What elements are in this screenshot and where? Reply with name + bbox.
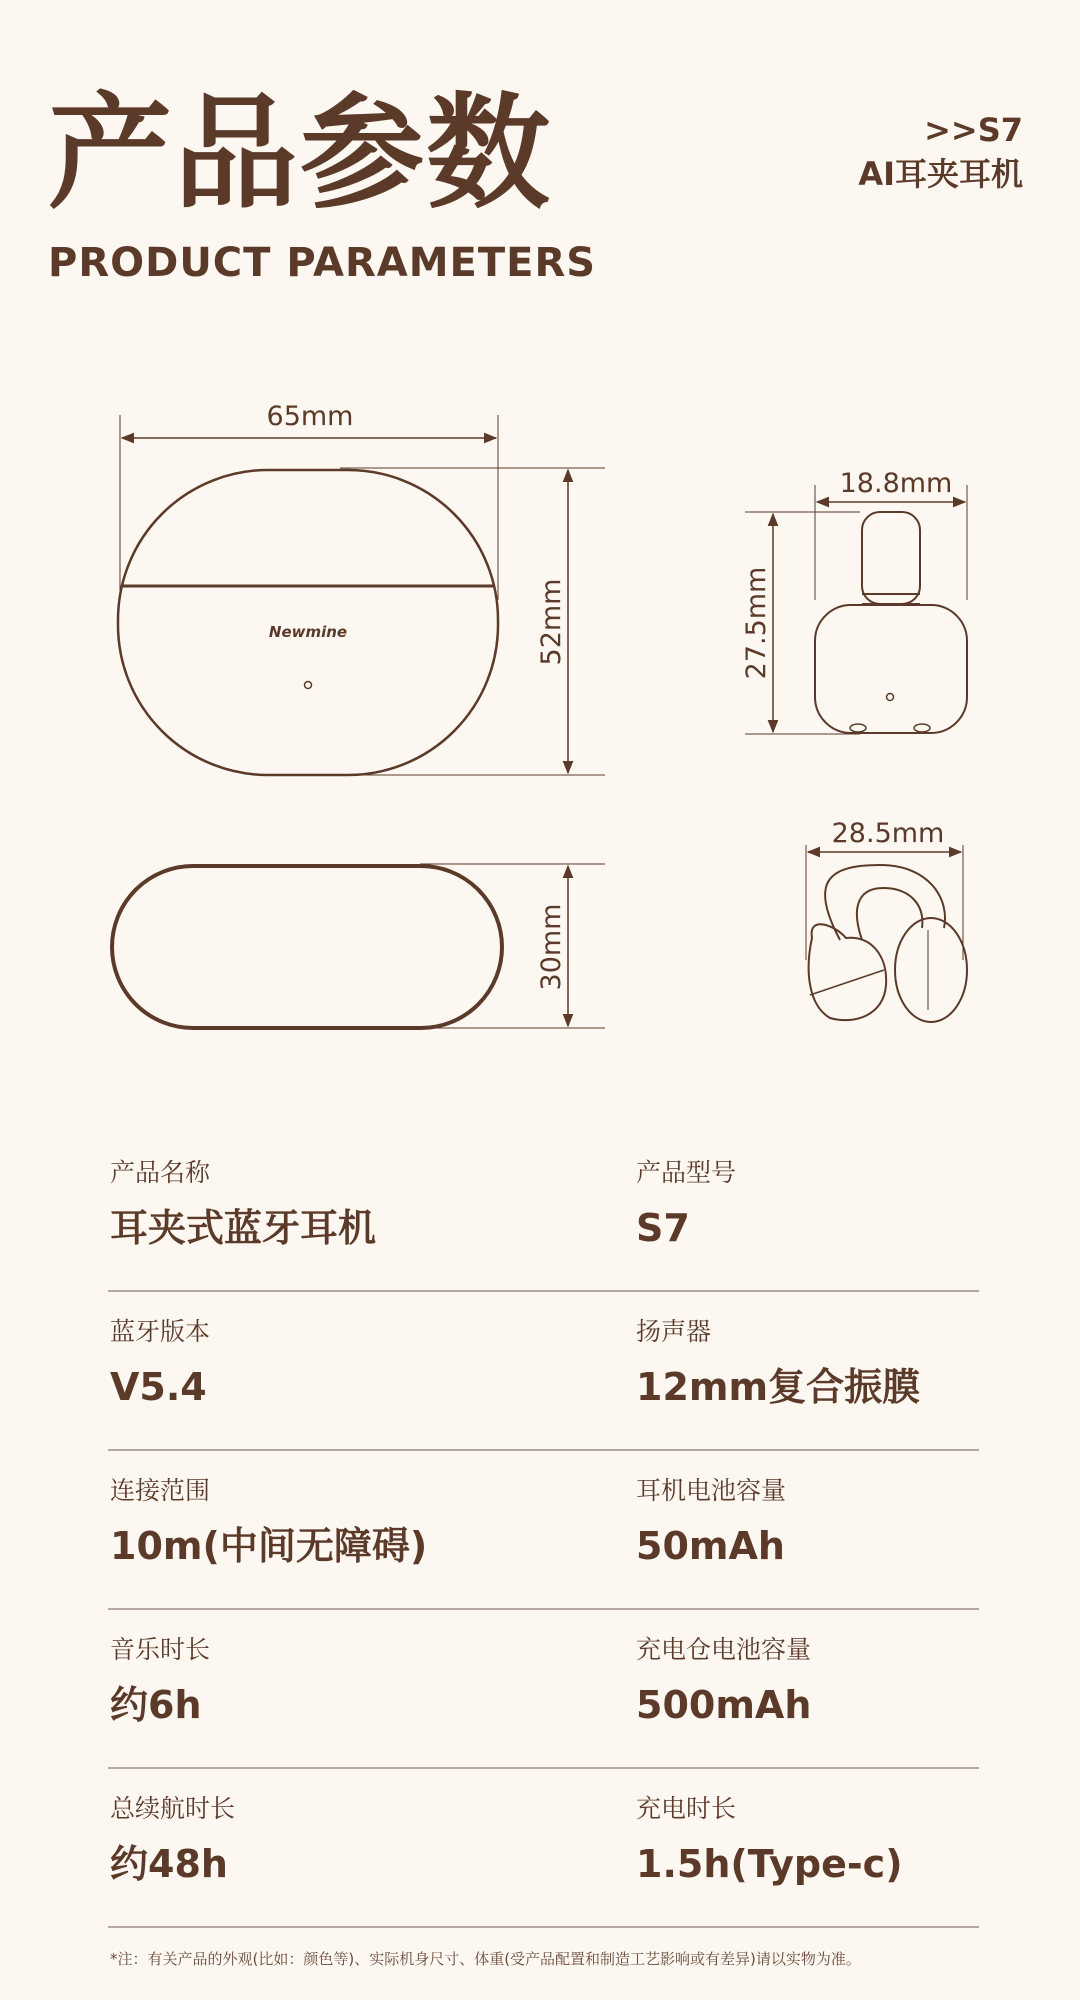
case-height-label: 52mm (536, 578, 567, 666)
spec-label: 耳机电池容量 (636, 1476, 787, 1505)
spec-label: 产品型号 (636, 1158, 737, 1187)
earbud-side-drawing (809, 865, 967, 1022)
spec-label: 连接范围 (110, 1476, 211, 1505)
spec-label: 产品名称 (110, 1158, 211, 1187)
spec-value: S7 (636, 1206, 690, 1250)
spec-value: 50mAh (636, 1524, 785, 1568)
case-width-label: 65mm (266, 401, 354, 432)
spec-label: 扬声器 (636, 1317, 712, 1346)
model-line: >>S7 (924, 111, 1023, 149)
earbud-height-label: 27.5mm (741, 566, 772, 680)
spec-label: 充电仓电池容量 (636, 1635, 812, 1664)
spec-row (108, 1769, 979, 1928)
spec-row (108, 1292, 979, 1451)
spec-value: 约48h (110, 1842, 228, 1886)
spec-row (108, 1451, 979, 1610)
spec-value: 耳夹式蓝牙耳机 (110, 1206, 377, 1250)
spec-value: 1.5h(Type-c) (636, 1842, 903, 1886)
spec-label: 音乐时长 (110, 1635, 211, 1664)
spec-row (108, 1133, 979, 1292)
brand-logo-text: Newmine (268, 623, 348, 641)
case-depth-label: 30mm (536, 903, 567, 991)
earbud-side-width-label: 28.5mm (831, 818, 945, 849)
page-title: 产品参数 (48, 82, 553, 226)
case-side-drawing (112, 866, 502, 1028)
page-subtitle: PRODUCT PARAMETERS (48, 240, 597, 286)
spec-value: 约6h (110, 1683, 202, 1727)
disclaimer-note: *注：有关产品的外观(比如：颜色等)、实际机身尺寸、体重(受产品配置和制造工艺影响或有差异)请以实物为准。 (110, 1950, 861, 1968)
spec-row (108, 1610, 979, 1769)
spec-table (108, 1133, 979, 1928)
earbud-width-label: 18.8mm (839, 468, 953, 499)
spec-label: 充电时长 (636, 1794, 737, 1823)
earbud-front-drawing (815, 512, 967, 733)
spec-value: 12mm复合振膜 (636, 1365, 921, 1409)
spec-label: 蓝牙版本 (110, 1317, 211, 1346)
model-name: AI耳夹耳机 (858, 155, 1023, 193)
spec-value: 10m(中间无障碍) (110, 1524, 428, 1568)
spec-value: V5.4 (110, 1365, 207, 1409)
spec-label: 总续航时长 (110, 1794, 236, 1823)
spec-value: 500mAh (636, 1683, 812, 1727)
